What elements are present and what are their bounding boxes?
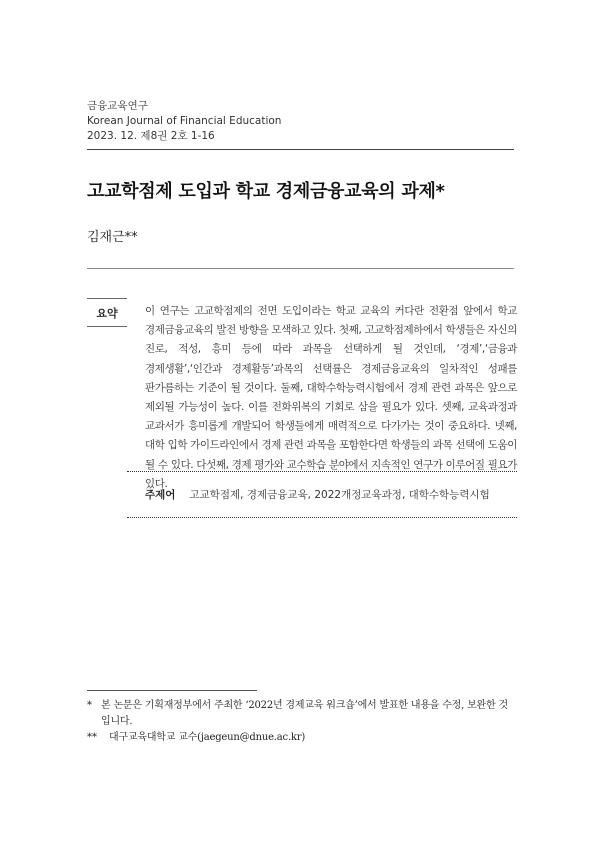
- keywords-block: [145, 487, 517, 502]
- header-rule: [87, 149, 514, 150]
- footnote-mark: *: [87, 700, 92, 711]
- footnote-text: 대구교육대학교 교수(jaegeun@dnue.ac.kr): [109, 732, 306, 743]
- footnote-item: [87, 698, 517, 730]
- journal-issue: 2023. 12. 제8권 2호 1-16: [87, 130, 215, 142]
- footnote-item: [87, 730, 517, 746]
- abstract-text: 이 연구는 고교학점제의 전면 도입이라는 학교 교육의 커다란 전환점 앞에서 학교 경제금융교육의 발전 방향을 모색하고 있다. 첫째, 고교학점제하에서 학생들은 자신의 진로, 적성, 흥미 등에 따라 과목을 선택하게 될 것인데, ‘경제’,‘금융과 경제생활’,‘인간과 경제활동’과목의 선택률은 경제금융교육의 일차적인 성패를 판가름하는 기준이 될 것이다. 둘째, 대학수학능력시험에서 경제 관련 과목은 앞으로 제외될 가능성이 높다. 이를 전화위복의 기회로 삼을 필요가 있다. 셋째, 교육과정과 교과서가 흥미롭게 개발되어 학생들에게 매력적으로 다가가는 것이 중요하다. 넷째, 대학 입학 가이드라인에서 경제 관련 과목을 포함한다면 학생들의 과목 선택에 도움이 될 수 있다. 다섯째, 경제 평가와 교수학습 분야에서 지속적인 연구가 이루어질 필요가 있다.: [145, 305, 517, 490]
- footnote-text: 본 논문은 기획재정부에서 주최한 ‘2022년 경제교육 워크숍’에서 발표한 내용을 수정, 보완한 것입니다.: [101, 700, 508, 727]
- footnote-mark: **: [87, 732, 97, 743]
- footnotes: [87, 698, 517, 746]
- author-rule: [87, 268, 514, 269]
- keywords-label: 주제어: [145, 489, 176, 501]
- keywords-text: 고교학점제, 경제금융교육, 2022개정교육과정, 대학수학능력시험: [189, 489, 490, 501]
- keywords-bottom-divider: [127, 517, 517, 518]
- abstract-label: 요약: [96, 306, 118, 320]
- keywords-top-divider: [127, 471, 517, 472]
- journal-header: [87, 99, 517, 144]
- author-name: 김재근**: [87, 230, 138, 245]
- journal-name-korean: 금융교육연구: [87, 100, 148, 112]
- abstract-label-box: [87, 298, 127, 327]
- paper-title: 고교학점제 도입과 학교 경제금융교육의 과제*: [87, 181, 445, 202]
- footnote-rule: [87, 690, 257, 691]
- journal-name-english: Korean Journal of Financial Education: [87, 115, 282, 127]
